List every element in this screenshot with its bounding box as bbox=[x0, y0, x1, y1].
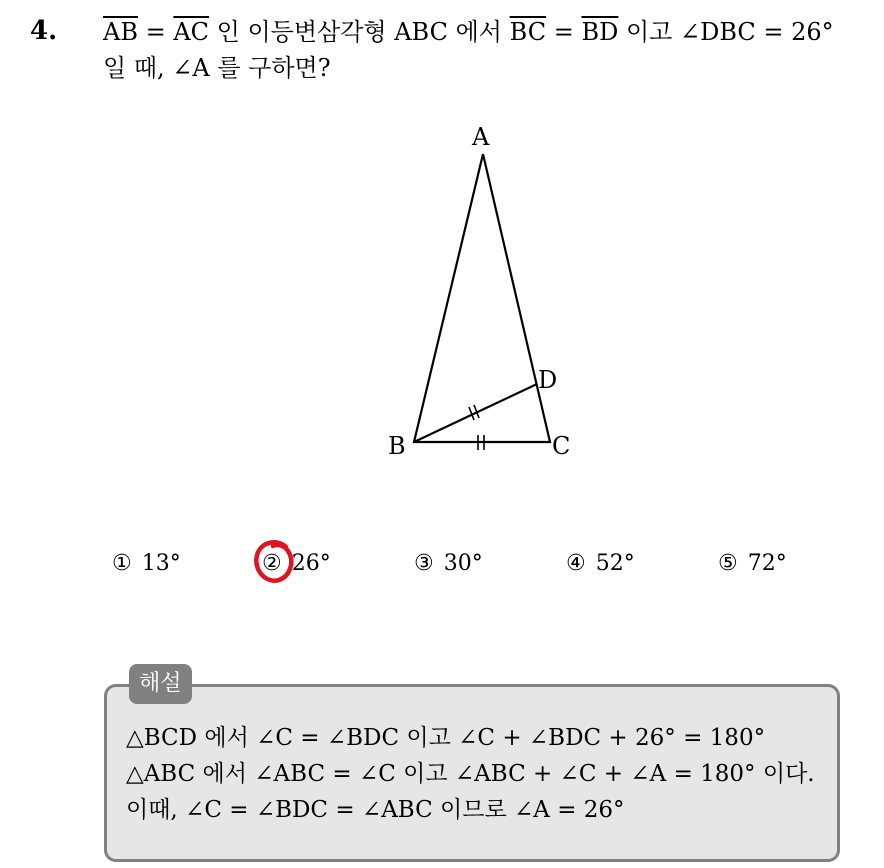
choice-value: 13° bbox=[141, 551, 181, 576]
choice-value: 30° bbox=[443, 551, 483, 576]
choice-value: 26° bbox=[291, 551, 331, 576]
segment-bc: $\overline{BC}$ bbox=[509, 18, 547, 46]
choice-marker: ⑤ bbox=[718, 551, 738, 576]
choice-value: 52° bbox=[595, 551, 635, 576]
segment-bd: $\overline{BD}$ bbox=[581, 18, 619, 46]
vertex-label-c: C bbox=[552, 432, 571, 460]
choice-1[interactable] bbox=[112, 548, 181, 580]
choice-marker: ③ bbox=[414, 551, 434, 576]
solution-line: △ABC 에서 ∠ABC = ∠C 이고 ∠ABC + ∠C + ∠A = 180° 이다. bbox=[126, 761, 815, 787]
equals-sign: = bbox=[546, 18, 582, 46]
answer-circle-mark bbox=[253, 538, 297, 586]
segment-ab: $\overline{AB}$ bbox=[103, 18, 138, 46]
choice-value: 72° bbox=[747, 551, 787, 576]
choice-4[interactable] bbox=[566, 548, 635, 580]
choice-marker: ② bbox=[262, 551, 282, 576]
choice-marker: ④ bbox=[566, 551, 586, 576]
question-text bbox=[103, 14, 873, 86]
segment-ac: $\overline{AC}$ bbox=[173, 18, 210, 46]
solution-tag: 해설 bbox=[129, 664, 192, 704]
answer-choices bbox=[0, 548, 884, 582]
vertex-label-b: B bbox=[388, 432, 406, 460]
vertex-label-a: A bbox=[472, 123, 490, 151]
solution-text bbox=[126, 720, 832, 828]
equals-sign: = bbox=[137, 18, 174, 46]
question-number: 4. bbox=[30, 16, 58, 46]
triangle-diagram bbox=[370, 120, 590, 470]
vertex-label-d: D bbox=[538, 366, 558, 394]
question-text-part: 인 이등변삼각형 ABC 에서 bbox=[209, 18, 510, 46]
choice-marker: ① bbox=[112, 551, 132, 576]
question-text-part: 이고 ∠DBC = 26° bbox=[618, 18, 834, 46]
question-line-1 bbox=[103, 14, 873, 50]
solution-line: 이때, ∠C = ∠BDC = ∠ABC 이므로 ∠A = 26° bbox=[126, 797, 625, 823]
choice-3[interactable] bbox=[414, 548, 483, 580]
triangle-figure bbox=[370, 120, 590, 470]
choice-5[interactable] bbox=[718, 548, 787, 580]
triangle-abc bbox=[414, 154, 550, 442]
question-line-2: 일 때, ∠A 를 구하면? bbox=[103, 54, 331, 82]
segment-bd-line bbox=[414, 384, 537, 442]
solution-line: △BCD 에서 ∠C = ∠BDC 이고 ∠C + ∠BDC + 26° = 180° bbox=[126, 725, 766, 751]
